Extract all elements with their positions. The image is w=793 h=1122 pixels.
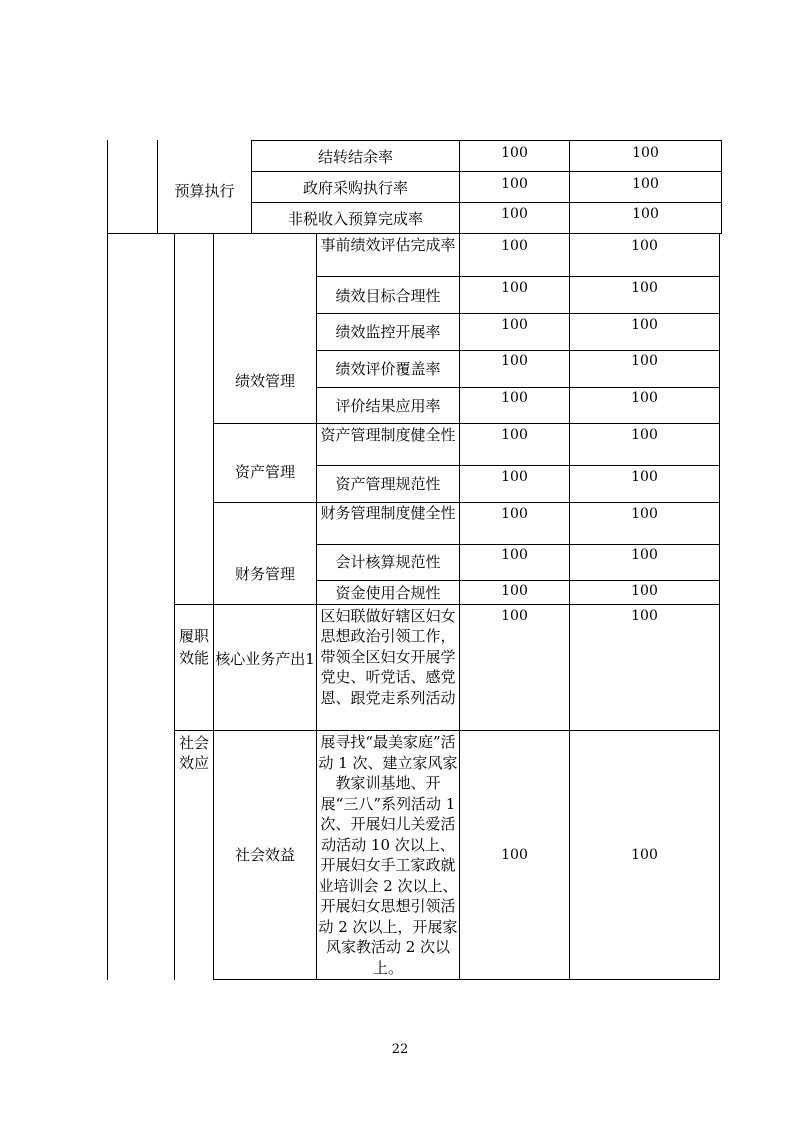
value-cell: 100 [501,847,528,863]
indicator-label: 非税收入预算完成率 [287,210,423,228]
value-cell: 100 [501,427,528,443]
indicator-label: 绩效监控开展率 [335,323,441,341]
rule [251,140,722,141]
indicator-label: 评价结果应用率 [335,397,441,415]
rule [719,233,720,980]
value-cell: 100 [631,583,658,599]
category-social-effect: 社会效应 [178,734,209,772]
indicator-label: 政府采购执行率 [302,179,408,197]
value-cell: 100 [631,390,658,406]
value-cell: 100 [631,469,658,485]
rule [316,276,720,277]
value-cell: 100 [501,608,528,624]
indicator-label: 财务管理制度健全性 [320,504,456,522]
indicator-description: 区妇联做好辖区妇女思想政治引领工作，带领全区妇女开展学党史、听党话、感党恩、跟党走系列活动 [320,607,456,707]
indicator-label: 资产管理制度健全性 [320,426,456,444]
value-cell: 100 [501,238,528,254]
page-number: 22 [391,1042,409,1057]
category-budget-execution: 预算执行 [174,182,235,200]
value-cell: 100 [631,847,658,863]
value-cell: 100 [631,547,658,563]
rule [316,387,720,388]
indicator-description: 展寻找“最美家庭”活动 1 次、建立家风家教家训基地、开展“三八”系列活动 1 次、开展妇儿关爱活动活动 10 次以上、开展妇女手工家政就业培训会 2 次以上、开展妇女思想引领活动 2 次以上，开展家风家教活动 2 次以上。 [318,733,458,977]
value-cell: 100 [501,206,528,222]
group-label-assets: 资产管理 [234,463,295,481]
rule [316,313,720,314]
rule [721,140,722,234]
rule [316,544,720,545]
value-cell: 100 [631,317,658,333]
value-cell: 100 [632,176,659,192]
value-cell: 100 [501,176,528,192]
value-cell: 100 [501,547,528,563]
group-label-performance: 绩效管理 [234,372,295,390]
indicator-label: 资金使用合规性 [335,583,441,602]
value-cell: 100 [501,469,528,485]
rule [316,350,720,351]
rule [213,979,720,980]
value-cell: 100 [501,390,528,406]
indicator-label: 资产管理规范性 [335,475,441,493]
rule [174,604,720,605]
rule [316,465,720,466]
indicator-label: 事前绩效评估完成率 [320,236,456,254]
rule [107,233,108,980]
indicator-label: 会计核算规范性 [335,553,441,571]
group-label-social-benefit: 社会效益 [234,846,295,864]
value-cell: 100 [632,206,659,222]
category-duty-effectiveness: 履职效能 [178,627,209,667]
indicator-label: 绩效目标合理性 [335,287,441,305]
rule [174,233,175,980]
value-cell: 100 [631,238,658,254]
value-cell: 100 [501,280,528,296]
value-cell: 100 [501,583,528,599]
value-cell: 100 [631,506,658,522]
rule [251,171,722,172]
rule [213,502,720,503]
group-label-core-output: 核心业务产出1 [215,650,315,668]
value-cell: 100 [631,353,658,369]
value-cell: 100 [631,608,658,624]
value-cell: 100 [631,427,658,443]
indicator-label: 结转结余率 [317,148,393,166]
value-cell: 100 [501,506,528,522]
value-cell: 100 [501,353,528,369]
rule [251,202,722,203]
value-cell: 100 [632,145,659,161]
rule [174,730,720,731]
indicator-label: 绩效评价覆盖率 [335,360,441,378]
rule [107,140,108,234]
group-label-finance: 财务管理 [234,565,295,583]
value-cell: 100 [501,317,528,333]
rule [107,233,722,234]
value-cell: 100 [501,145,528,161]
rule [213,423,720,424]
value-cell: 100 [631,280,658,296]
